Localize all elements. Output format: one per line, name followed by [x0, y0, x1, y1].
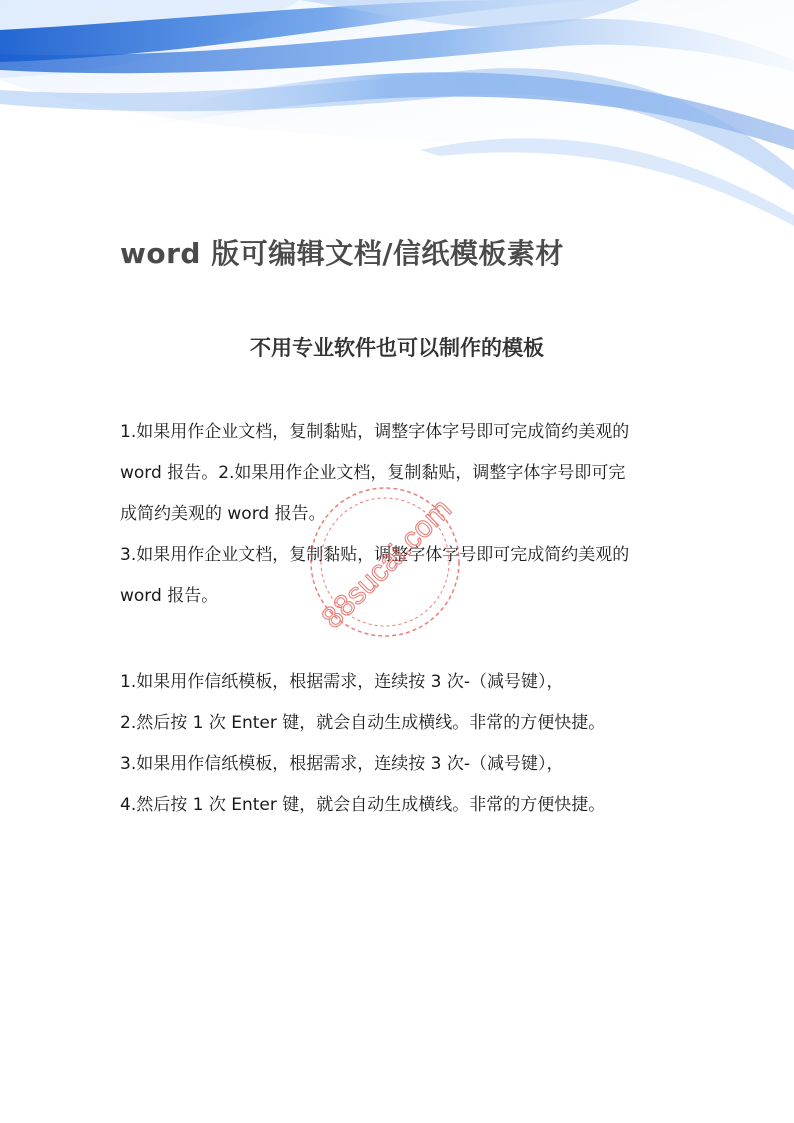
body-paragraph-line: word 报告。 — [120, 586, 219, 606]
body-paragraph-line: 1.如果用作企业文档，复制黏贴，调整字体字号即可完成简约美观的 — [120, 422, 630, 442]
list-item: 3.如果用作信纸模板，根据需求，连续按 3 次-（减号键）， — [120, 754, 564, 774]
list-item: 1.如果用作信纸模板，根据需求，连续按 3 次-（减号键）， — [120, 672, 564, 692]
document-title: word 版可编辑文档/信纸模板素材 — [120, 237, 564, 270]
body-paragraph-line: 3.如果用作企业文档，复制黏贴，调整字体字号即可完成简约美观的 — [120, 545, 630, 565]
watermark-text: 88sucai.com — [315, 492, 458, 635]
body-paragraph-line: word 报告。2.如果用作企业文档，复制黏贴，调整字体字号即可完 — [120, 463, 626, 483]
header-wave-decoration — [0, 0, 794, 230]
list-item: 2.然后按 1 次 Enter 键，就会自动生成横线。非常的方便快捷。 — [120, 713, 606, 733]
list-item: 4.然后按 1 次 Enter 键，就会自动生成横线。非常的方便快捷。 — [120, 795, 606, 815]
body-paragraph-line: 成简约美观的 word 报告。 — [120, 504, 326, 524]
document-subtitle: 不用专业软件也可以制作的模板 — [250, 336, 544, 360]
watermark-stamp — [305, 482, 465, 642]
